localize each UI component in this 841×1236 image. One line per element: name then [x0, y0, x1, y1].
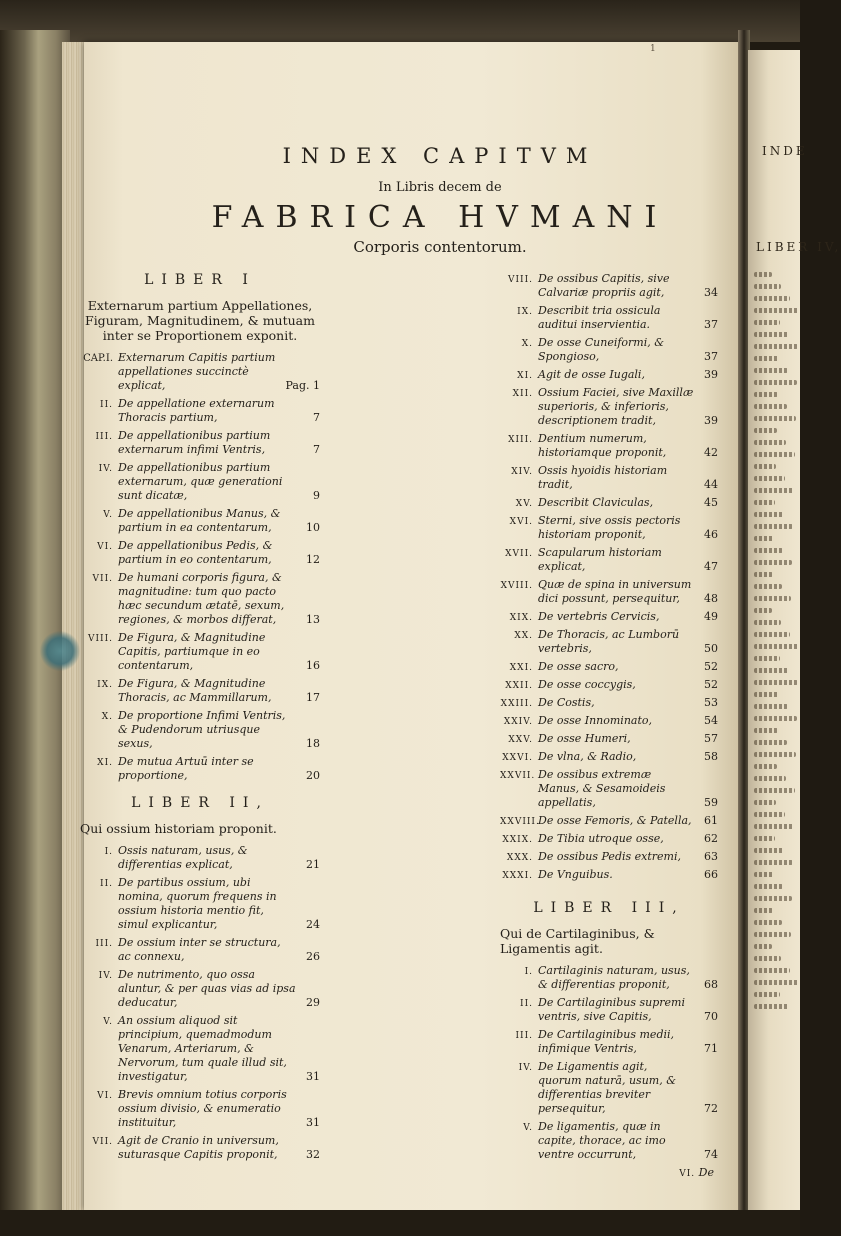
entry-title: Ossis hyoidis historiam tradit,: [538, 464, 668, 491]
index-entry: [500, 1120, 718, 1162]
entry-title: De appellatione externarum Thoracis partium,: [118, 397, 275, 424]
index-entry: [80, 709, 320, 751]
entry-page: 52: [704, 678, 718, 691]
entry-page: 9: [313, 489, 320, 502]
facing-page-text-line: [754, 296, 790, 301]
index-entry: [500, 732, 718, 746]
entry-title: De ossibus extremæ Manus, & Sesamoideis appellatis,: [538, 768, 666, 809]
facing-page-text-line: [754, 740, 787, 745]
facing-page-text-line: [754, 668, 789, 673]
entry-chapter-number: II.: [100, 400, 113, 410]
facing-page-text-line: [754, 560, 792, 565]
entry-chapter-number: XI.: [97, 758, 113, 768]
entry-title: De osse coccygis,: [538, 678, 636, 691]
entry-chapter-number: X.: [101, 712, 113, 722]
index-entry: [80, 844, 320, 872]
entry-page: 12: [306, 553, 320, 566]
entry-chapter-number: V.: [103, 510, 113, 520]
catchword-text: De: [698, 1166, 714, 1179]
entry-page: 70: [704, 1010, 718, 1023]
index-entry: [500, 578, 718, 606]
index-title: FABRICA HVMANI: [211, 200, 669, 235]
entry-page: 66: [704, 868, 718, 881]
entry-chapter-number: III.: [95, 939, 113, 949]
index-entry: [500, 514, 718, 542]
entry-chapter-number: XIII.: [508, 435, 533, 445]
entry-title: Externarum Capitis partium appellationes succinctè explicat,: [118, 351, 276, 392]
entry-page: 26: [306, 950, 320, 963]
facing-page-text-line: [754, 932, 791, 937]
index-entry: [80, 397, 320, 425]
entry-page: 57: [704, 732, 718, 745]
facing-page: [748, 50, 841, 1236]
entry-chapter-number: XIX.: [509, 613, 533, 623]
facing-page-text-line: [754, 656, 780, 661]
entry-page: 42: [704, 446, 718, 459]
facing-page-text-line: [754, 980, 799, 985]
entry-page: 54: [704, 714, 718, 727]
index-entry: [500, 714, 718, 728]
bottom-shadow: [0, 1210, 800, 1236]
entry-title: De ossibus Pedis extremi,: [538, 850, 681, 863]
index-entry: [80, 968, 320, 1010]
entry-title: De appellationibus Manus, & partium in ea contentarum,: [118, 507, 281, 534]
facing-page-text-line: [754, 356, 779, 361]
entry-title: De ossium inter se structura, ac connexu,: [118, 936, 281, 963]
entry-page: 46: [704, 528, 718, 541]
facing-page-text-line: [754, 848, 784, 853]
entry-page: 53: [704, 696, 718, 709]
facing-page-text-line: [754, 692, 779, 697]
entry-title: De Figura, & Magnitudine Capitis, partiumque in eo contentarum,: [118, 631, 266, 672]
facing-page-text-line: [754, 332, 789, 337]
entry-page: 39: [704, 368, 718, 381]
index-entry: [500, 496, 718, 510]
index-entry: [500, 850, 718, 864]
liber2-entries-left: [80, 844, 320, 1162]
entry-chapter-number: XXI.: [509, 663, 533, 673]
facing-page-text-line: [754, 608, 772, 613]
entry-page: 62: [704, 832, 718, 845]
page-number: 1: [650, 44, 656, 54]
entry-chapter-number: VIII.: [507, 275, 533, 285]
entry-title: Scapularum historiam explicat,: [538, 546, 662, 573]
liber1-entries: [80, 351, 320, 783]
liber2-heading: LIBER II,: [131, 795, 269, 811]
facing-page-text-line: [754, 728, 778, 733]
entry-title: De ligamentis, quæ in capite, thorace, ac imo ventre occurrunt,: [538, 1120, 666, 1161]
facing-page-text-line: [754, 680, 798, 685]
entry-chapter-number: XVI.: [509, 517, 533, 527]
facing-page-text-line: [754, 704, 788, 709]
entry-page: 32: [306, 1148, 320, 1161]
facing-page-text-line: [754, 440, 786, 445]
entry-chapter-number: XXII.: [505, 681, 533, 691]
entry-page: 10: [306, 521, 320, 534]
entry-page: 71: [704, 1042, 718, 1055]
entry-page: 52: [704, 660, 718, 673]
entry-title: De ossibus Capitis, sive Calvariæ propriis agit,: [538, 272, 670, 299]
index-entry: [80, 631, 320, 673]
entry-title: De Cartilaginibus medii, infimique Ventris,: [538, 1028, 675, 1055]
facing-page-text-line: [754, 872, 774, 877]
facing-page-text-line: [754, 860, 793, 865]
entry-chapter-number: II.: [520, 999, 533, 1009]
entry-title: De Figura, & Magnitudine Thoracis, ac Mammillarum,: [118, 677, 272, 704]
entry-title: De proportione Infimi Ventris, & Pudendorum utriusque sexus,: [118, 709, 286, 750]
index-entry: [500, 964, 718, 992]
facing-page-text-line: [754, 620, 781, 625]
facing-page-text-line: [754, 884, 783, 889]
entry-page: 74: [704, 1148, 718, 1161]
liber3-heading: LIBER III,: [533, 900, 685, 916]
entry-chapter-number: IX.: [97, 680, 113, 690]
entry-page: 50: [704, 642, 718, 655]
facing-page-text-line: [754, 404, 787, 409]
book-cover-top: [0, 0, 800, 42]
entry-chapter-number: VIII.: [87, 634, 113, 644]
entry-title: De vlna, & Radio,: [538, 750, 637, 763]
entry-chapter-number: VI.: [97, 542, 113, 552]
liber2-description: Qui ossium historiam proponit.: [80, 821, 277, 836]
index-entry: [80, 876, 320, 932]
entry-page: 47: [704, 560, 718, 573]
entry-page: 68: [704, 978, 718, 991]
facing-page-text-line: [754, 596, 791, 601]
facing-page-text-line: [754, 956, 781, 961]
liber1-description: Externarum partium Appellationes, Figuram, Magnitudinem, & mutuam inter se Proportionem exponit.: [85, 298, 315, 343]
index-entry: [80, 1014, 320, 1084]
index-entry: [80, 1134, 320, 1162]
facing-page-text-line: [754, 968, 790, 973]
index-entry: [500, 832, 718, 846]
entry-chapter-number: III.: [515, 1031, 533, 1041]
entry-title: De appellationibus Pedis, & partium in eo contentarum,: [118, 539, 273, 566]
facing-page-text-line: [754, 272, 772, 277]
entry-page: 20: [306, 769, 320, 782]
entry-page: 17: [306, 691, 320, 704]
entry-title: De Tibia utroque osse,: [538, 832, 664, 845]
facing-page-text-line: [754, 428, 777, 433]
index-entry: [500, 628, 718, 656]
entry-chapter-number: XXIII.: [500, 699, 533, 709]
facing-page-text-line: [754, 368, 788, 373]
facing-page-text-line: [754, 944, 772, 949]
entry-chapter-number: IV.: [518, 1063, 533, 1073]
facing-page-text-line: [754, 764, 777, 769]
facing-page-text-line: [754, 572, 773, 577]
index-entry: [500, 546, 718, 574]
index-entry: [500, 1060, 718, 1116]
entry-chapter-number: XXVIII.: [500, 817, 540, 827]
index-entry: [80, 461, 320, 503]
index-entry: [80, 677, 320, 705]
facing-page-text-line: [754, 536, 774, 541]
liber3-entries: [500, 964, 718, 1162]
entry-title: Dentium numerum, historiamque proponit,: [538, 432, 667, 459]
entry-title: De osse sacro,: [538, 660, 619, 673]
index-entry: [80, 1088, 320, 1130]
entry-page: 63: [704, 850, 718, 863]
entry-page: 31: [306, 1116, 320, 1129]
index-entry: [80, 429, 320, 457]
index-subheading: In Libris decem de: [378, 180, 502, 195]
entry-chapter-number: XXIV.: [503, 717, 533, 727]
facing-page-text-line: [754, 920, 782, 925]
index-entry: [500, 368, 718, 382]
index-entry: [80, 507, 320, 535]
index-entry: [500, 432, 718, 460]
entry-title: Ossis naturam, usus, & differentias explicat,: [118, 844, 248, 871]
entry-page: 44: [704, 478, 718, 491]
entry-title: De mutua Artuū inter se proportione,: [118, 755, 254, 782]
index-heading: INDEX CAPITVM: [282, 144, 598, 168]
entry-title: Cartilaginis naturam, usus, & differentias proponit,: [538, 964, 690, 991]
entry-chapter-number: XII.: [512, 389, 533, 399]
facing-page-text-line: [754, 716, 797, 721]
entry-title: De humani corporis figura, & magnitudine: tum quo pacto hæc secundum ætatē, sexum, regiones, & morbos differat,: [118, 571, 285, 626]
entry-page: 45: [704, 496, 718, 509]
entry-chapter-number: V.: [523, 1123, 533, 1133]
entry-page: 31: [306, 1070, 320, 1083]
liber1-heading: LIBER I: [144, 272, 256, 288]
facing-page-text-line: [754, 776, 786, 781]
entry-title: Ossium Faciei, sive Maxillæ superioris, & inferioris, descriptionem tradit,: [538, 386, 694, 427]
catchword: [500, 1166, 718, 1179]
facing-page-text-line: [754, 284, 781, 289]
entry-chapter-number: IV.: [98, 464, 113, 474]
entry-page: 59: [704, 796, 718, 809]
entry-title: Brevis omnium totius corporis ossium divisio, & enumeratio instituitur,: [118, 1088, 287, 1129]
entry-chapter-number: VII.: [92, 574, 113, 584]
index-entry: [500, 1028, 718, 1056]
entry-title: Describit Claviculas,: [538, 496, 654, 509]
facing-page-text-line: [754, 344, 798, 349]
facing-page-title: INDE: [762, 144, 808, 158]
entry-page: 7: [313, 411, 320, 424]
entry-title: De Vnguibus.: [538, 868, 613, 881]
index-entry: [500, 272, 718, 300]
entry-title: De nutrimento, quo ossa aluntur, & per quas vias ad ipsa deducatur,: [118, 968, 296, 1009]
entry-chapter-number: XIV.: [511, 467, 533, 477]
entry-chapter-number: IX.: [517, 307, 533, 317]
entry-title: De osse Humeri,: [538, 732, 631, 745]
entry-page: 13: [306, 613, 320, 626]
index-entry: [500, 610, 718, 624]
entry-title: Agit de osse Iugali,: [538, 368, 645, 381]
facing-page-text-line: [754, 824, 794, 829]
facing-page-text-line: [754, 512, 784, 517]
entry-title: Quæ de spina in universum dici possunt, persequitur,: [538, 578, 692, 605]
facing-page-text-line: [754, 320, 780, 325]
entry-title: De osse Innominato,: [538, 714, 653, 727]
entry-page: 16: [306, 659, 320, 672]
entry-chapter-number: XXX.: [506, 853, 533, 863]
facing-page-text-line: [754, 500, 775, 505]
facing-page-text-line: [754, 392, 778, 397]
facing-page-text-line: [754, 452, 795, 457]
index-entry: [500, 304, 718, 332]
index-entry: [500, 336, 718, 364]
entry-title: De osse Cuneiformi, & Spongioso,: [538, 336, 665, 363]
facing-page-text-line: [754, 584, 782, 589]
index-entry: [80, 571, 320, 627]
index-entry: [500, 660, 718, 674]
entry-page: 29: [306, 996, 320, 1009]
facing-page-text-line: [754, 800, 776, 805]
entry-page: 21: [306, 858, 320, 871]
facing-page-text-line: [754, 416, 796, 421]
entry-chapter-number: X.: [521, 339, 533, 349]
facing-page-text-line: [754, 524, 793, 529]
entry-chapter-number: CAP.I.: [83, 353, 113, 364]
facing-page-text-line: [754, 836, 775, 841]
facing-page-text-line: [754, 380, 797, 385]
entry-chapter-number: I.: [524, 967, 533, 977]
index-entry: [80, 351, 320, 393]
entry-title: De osse Femoris, & Patella,: [538, 814, 692, 827]
entry-title: De Costis,: [538, 696, 595, 709]
entry-title: De partibus ossium, ubi nomina, quorum frequens in ossium historia mentio fit, simul explicantur,: [118, 876, 277, 931]
facing-page-text-line: [754, 488, 794, 493]
entry-title: De appellationibus partium externarum infimi Ventris,: [118, 429, 271, 456]
index-entry: [500, 678, 718, 692]
entry-page: 37: [704, 318, 718, 331]
entry-title: Describit tria ossicula auditui inservientia.: [538, 304, 661, 331]
entry-page: 48: [704, 592, 718, 605]
entry-title: Sterni, sive ossis pectoris historiam proponit,: [538, 514, 681, 541]
entry-chapter-number: XXXI.: [502, 871, 533, 881]
entry-chapter-number: XXVI.: [502, 753, 533, 763]
facing-page-text-line: [754, 752, 796, 757]
index-entry: [80, 936, 320, 964]
entry-chapter-number: VII.: [92, 1137, 113, 1147]
entry-title: De Thoracis, ac Lumborū vertebris,: [538, 628, 680, 655]
entry-title: De Cartilaginibus supremi ventris, sive Capitis,: [538, 996, 685, 1023]
index-entry: [500, 696, 718, 710]
liber3-description: Qui de Cartilaginibus, & Ligamentis agit.: [500, 926, 655, 956]
entry-chapter-number: XXV.: [508, 735, 533, 745]
index-entry: [500, 768, 718, 810]
index-entry: [80, 755, 320, 783]
ink-stain: [40, 630, 80, 672]
facing-page-text-line: [754, 1004, 789, 1009]
entry-chapter-number: V.: [103, 1017, 113, 1027]
facing-page-text-line: [754, 788, 795, 793]
index-entry: [500, 868, 718, 882]
entry-chapter-number: XV.: [515, 499, 533, 509]
entry-title: De vertebris Cervicis,: [538, 610, 660, 623]
entry-chapter-number: XI.: [517, 371, 533, 381]
catchword-num: VI.: [679, 1169, 696, 1179]
entry-chapter-number: XXIX.: [502, 835, 533, 845]
entry-chapter-number: VI.: [97, 1091, 113, 1101]
entry-page: 24: [306, 918, 320, 931]
facing-page-text-line: [754, 632, 790, 637]
index-entry: [500, 750, 718, 764]
entry-chapter-number: XVII.: [505, 549, 533, 559]
entry-chapter-number: IV.: [98, 971, 113, 981]
entry-page: 72: [704, 1102, 718, 1115]
right-column: [500, 272, 718, 1179]
entry-title: De appellationibus partium externarum, quæ generationi sunt dicatæ,: [118, 461, 283, 502]
facing-page-text-line: [754, 896, 792, 901]
entry-title: Agit de Cranio in universum, suturasque Capitis proponit,: [118, 1134, 279, 1161]
entry-chapter-number: XX.: [514, 631, 533, 641]
left-column: [80, 272, 320, 1166]
facing-page-text-line: [754, 476, 785, 481]
facing-page-text-line: [754, 644, 799, 649]
entry-chapter-number: II.: [100, 879, 113, 889]
entry-page: 61: [704, 814, 718, 827]
facing-page-text-line: [754, 464, 776, 469]
entry-page: 49: [704, 610, 718, 623]
facing-page-text-line: [754, 908, 773, 913]
entry-chapter-number: XXVII.: [500, 771, 536, 781]
liber2-entries-right: [500, 272, 718, 882]
index-entry: [500, 996, 718, 1024]
entry-chapter-number: XVIII.: [500, 581, 533, 591]
index-entry: [500, 814, 718, 828]
facing-page-text-line: [754, 812, 785, 817]
index-entry: [80, 539, 320, 567]
entry-page: 18: [306, 737, 320, 750]
index-entry: [500, 464, 718, 492]
entry-chapter-number: III.: [95, 432, 113, 442]
entry-page: 34: [704, 286, 718, 299]
entry-page: 7: [313, 443, 320, 456]
entry-title: An ossium aliquod sit principium, quemadmodum Venarum, Arteriarum, & Nervorum, tum quale illud sit, investigatur,: [118, 1014, 287, 1083]
entry-chapter-number: I.: [104, 847, 113, 857]
facing-page-text-line: [754, 992, 780, 997]
facing-page-subtitle: LIBER IV,: [756, 240, 841, 254]
entry-page: Pag. 1: [285, 379, 320, 392]
entry-title: De Ligamentis agit, quorum naturā, usum, & differentias breviter persequitur,: [538, 1060, 677, 1115]
facing-page-text-line: [754, 308, 799, 313]
entry-page: 58: [704, 750, 718, 763]
index-title-line2: Corporis contentorum.: [353, 238, 527, 256]
facing-page-text: [754, 265, 800, 1016]
entry-page: 37: [704, 350, 718, 363]
facing-page-text-line: [754, 548, 783, 553]
index-entry: [500, 386, 718, 428]
entry-page: 39: [704, 414, 718, 427]
